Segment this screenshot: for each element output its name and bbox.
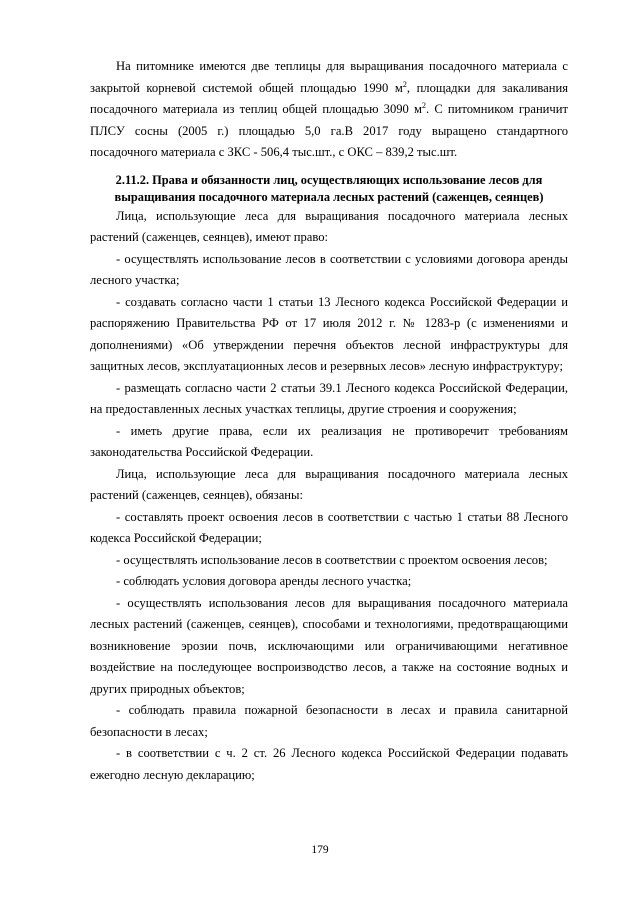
document-page — [90, 56, 568, 786]
paragraph: Лица, использующие леса для выращивания посадочного материала лесных растений (саженцев, сеянцев), обязаны: — [90, 466, 568, 502]
list-item: - в соответствии с ч. 2 ст. 26 Лесного кодекса Российской Федерации подавать ежегодно лесную декларацию; — [90, 746, 568, 782]
list-item: - размещать согласно части 2 статьи 39.1 Лесного кодекса Российской Федерации, на предоставленных лесных участках теплицы, другие строения и сооружения; — [90, 380, 568, 416]
page-number: 179 — [311, 844, 329, 856]
list-item: - иметь другие права, если их реализация не противоречит требованиям законодательства Российской Федерации. — [90, 423, 568, 459]
intro-paragraph — [90, 56, 568, 164]
list-item: - соблюдать правила пожарной безопасности в лесах и правила санитарной безопасности в лесах; — [90, 703, 568, 739]
section-number: 2.11.2. — [115, 172, 150, 187]
list-item: - осуществлять использование лесов в соответствии с условиями договора аренды лесного участка; — [90, 251, 568, 287]
list-item: - осуществлять использование лесов в соответствии с проектом освоения лесов; — [116, 552, 548, 567]
section-title: Права и обязанности лиц, осуществляющих использование лесов для выращивания посадочного материала лесных растений (саженцев, сеянцев) — [114, 172, 544, 204]
list-item: - составлять проект освоения лесов в соответствии с частью 1 статьи 88 Лесного кодекса Российской Федерации; — [90, 509, 568, 545]
paragraph: Лица, использующие леса для выращивания посадочного материала лесных растений (саженцев, сеянцев), имеют право: — [90, 208, 568, 244]
superscript-squared: 2 — [422, 100, 426, 110]
intro-text-2: , площадки для закаливания посадочного материала из теплиц общей площадью 3090 м — [90, 80, 568, 116]
superscript-squared: 2 — [402, 79, 407, 89]
list-item: - создавать согласно части 1 статьи 13 Лесного кодекса Российской Федерации и распоряжению Правительства РФ от 17 июля 2012 г. № 1283-р (с изменениями и дополнениями) «Об утверждении перечня объектов лесной инфраструктуры для защитных лесов, эксплуатационных лесов и резервных лесов» лесную инфраструктуру; — [90, 294, 568, 373]
intro-text-3: . С питомником граничит ПЛСУ сосны (2005 г.) площадью 5,0 га.В 2017 году выращено стандартного посадочного материала с ЗКС - 506,4 тыс.шт., с ОКС – 839,2 тыс.шт. — [90, 102, 568, 159]
intro-text-1: На питомнике имеются две теплицы для выращивания посадочного материала с закрытой корневой системой общей площадью 1990 м — [90, 59, 568, 95]
list-item: - осуществлять использования лесов для выращивания посадочного материала лесных растений (саженцев, сеянцев), способами и технологиями, предотвращающими возникновение эрозии почв, исключающими или ограничивающими негативное воздействие на последующее воспроизводство лесов, а также на состояние водных и других природных объектов; — [90, 595, 568, 696]
section-heading — [90, 172, 568, 206]
list-item: - соблюдать условия договора аренды лесного участка; — [116, 574, 412, 588]
